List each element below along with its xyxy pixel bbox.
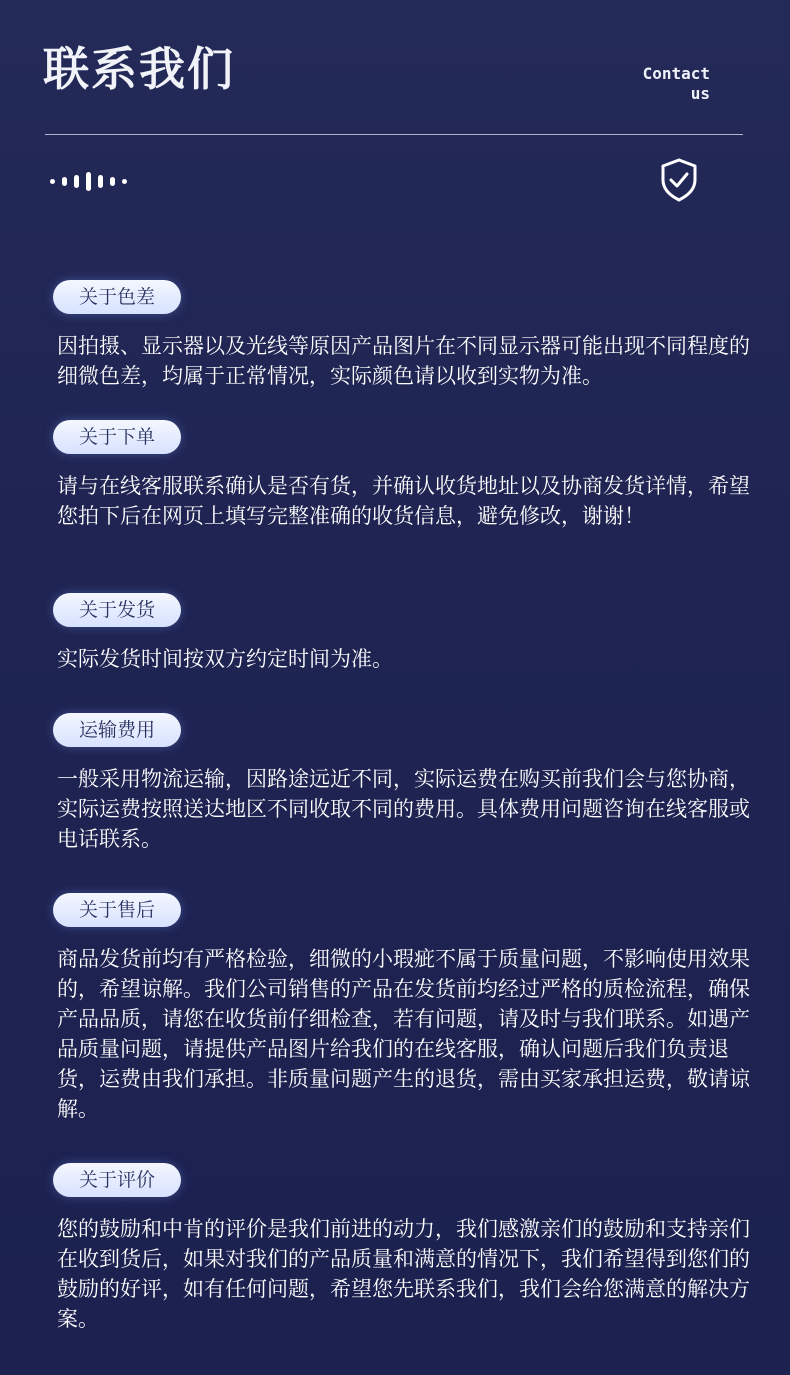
tag-ordering: 关于下单	[53, 420, 181, 454]
text-freight-cost: 一般采用物流运输，因路途远近不同，实际运费在购买前我们会与您协商，实际运费按照送达地区不同收取不同的费用。具体费用问题咨询在线客服或电话联系。	[57, 767, 750, 851]
text-after-sales: 商品发货前均有严格检验，细微的小瑕疵不属于质量问题，不影响使用效果的，希望谅解。我们公司销售的产品在发货前均经过严格的质检流程，确保产品品质，请您在收货前仔细检查，若有问题，请及时与我们联系。如遇产品质量问题，请提供产品图片给我们的在线客服，确认问题后我们负责退货，运费由我们承担。非质量问题产生的退货，需由买家承担运费，敬请谅解。	[57, 947, 750, 1121]
contact-line-2: us	[690, 84, 710, 103]
tag-reviews: 关于评价	[53, 1163, 181, 1197]
text-shipping: 实际发货时间按双方约定时间为准。	[57, 647, 393, 671]
tag-after-sales: 关于售后	[53, 893, 181, 927]
contact-line-1: Contact	[642, 64, 710, 83]
tag-freight-cost: 运输费用	[53, 713, 181, 747]
text-reviews: 您的鼓励和中肯的评价是我们前进的动力，我们感激亲们的鼓励和支持亲们在收到货后，如果对我们的产品质量和满意的情况下，我们希望得到您们的鼓励的好评，如有任何问题，希望您先联系我们，我们会给您满意的解决方案。	[57, 1217, 750, 1331]
tag-shipping: 关于发货	[53, 593, 181, 627]
tag-color-difference: 关于色差	[53, 280, 181, 314]
text-ordering: 请与在线客服联系确认是否有货，并确认收货地址以及协商发货详情，希望您拍下后在网页上填写完整准确的收货信息，避免修改，谢谢！	[57, 474, 750, 528]
page-title: 联系我们	[43, 42, 235, 96]
text-color-difference: 因拍摄、显示器以及光线等原因产品图片在不同显示器可能出现不同程度的细微色差，均属于正常情况，实际颜色请以收到实物为准。	[57, 334, 750, 388]
